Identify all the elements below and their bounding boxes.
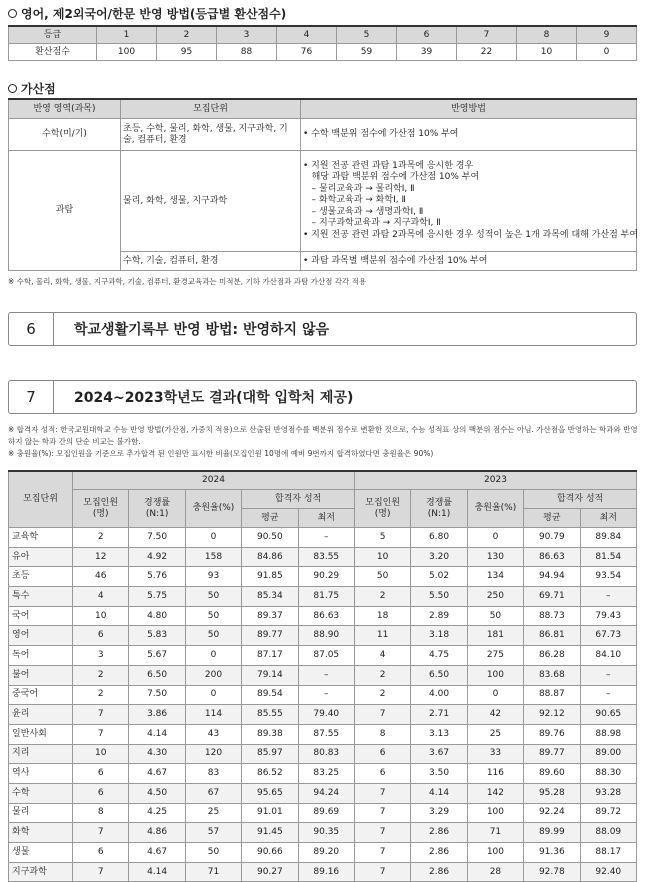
value-cell: 90.27: [242, 862, 298, 882]
table-row: [9, 764, 637, 784]
value-cell: 8: [73, 803, 129, 823]
value-cell: 89.99: [524, 823, 580, 843]
value-cell: 86.28: [524, 646, 580, 666]
value-cell: 88.09: [580, 823, 636, 843]
bonus-area-math: 수학(미/기): [9, 119, 121, 151]
value-cell: 86.63: [298, 606, 354, 626]
value-cell: 89.69: [298, 803, 354, 823]
value-cell: 83.68: [524, 665, 580, 685]
table-row: [9, 587, 637, 607]
value-cell: 12: [73, 547, 129, 567]
col-fill-2024: 충원율(%): [185, 490, 241, 528]
table-row: [9, 646, 637, 666]
value-cell: 3.86: [129, 705, 185, 725]
col-fill-2023: 충원율(%): [467, 490, 523, 528]
unit-name-cell: 수학: [9, 783, 73, 803]
unit-name-cell: 생물: [9, 843, 73, 863]
value-cell: 6: [73, 783, 129, 803]
value-cell: 89.38: [242, 724, 298, 744]
value-cell: 6: [73, 843, 129, 863]
value-cell: –: [580, 685, 636, 705]
year-2023-header: 2023: [354, 471, 636, 490]
value-cell: 250: [467, 587, 523, 607]
value-cell: 2: [354, 587, 410, 607]
results-body: [9, 528, 637, 882]
value-cell: 81.75: [298, 587, 354, 607]
value-cell: 71: [185, 862, 241, 882]
value-cell: 89.54: [242, 685, 298, 705]
value-cell: 5: [354, 528, 410, 548]
value-cell: 50: [185, 606, 241, 626]
bonus-header-units: 모집단위: [121, 99, 301, 119]
score-cell: 39: [397, 44, 457, 61]
score-cell: 100: [97, 44, 157, 61]
method-line: • 지원 전공 관련 과탐 2과목에 응시한 경우 성적이 높은 1개 과목에 대해 가산점 부여: [303, 229, 639, 240]
value-cell: 50: [185, 626, 241, 646]
score-cell: 22: [457, 44, 517, 61]
unit-name-cell: 특수: [9, 587, 73, 607]
value-cell: 46: [73, 567, 129, 587]
value-cell: 91.85: [242, 567, 298, 587]
unit-name-cell: 윤리: [9, 705, 73, 725]
value-cell: 79.43: [580, 606, 636, 626]
value-cell: 116: [467, 764, 523, 784]
bonus-area-science: 과탐: [9, 151, 121, 271]
value-cell: 91.45: [242, 823, 298, 843]
value-cell: 7: [73, 705, 129, 725]
value-cell: 5.76: [129, 567, 185, 587]
value-cell: 89.00: [580, 744, 636, 764]
table-row: [9, 843, 637, 863]
col-min-2023: 최저: [580, 509, 636, 528]
col-quota-2023: 모집인원 (명): [354, 490, 410, 528]
col-quota-2024: 모집인원 (명): [73, 490, 129, 528]
value-cell: 7: [73, 862, 129, 882]
value-cell: 6.50: [129, 665, 185, 685]
note-scores: ※ 합격자 성적: 한국교원대학교 수능 반영 방법(가산점, 가중치 적용)으로 산출된 반영점수를 백분위 점수로 변환한 것으로, 수능 성적표 상의 백분위 점수는 아님. 가산점을 반영하는 학과와 반영하지 않는 학과 간의 단순 비교는 불가함.: [8, 425, 638, 446]
value-cell: 88.98: [580, 724, 636, 744]
value-cell: 91.36: [524, 843, 580, 863]
bonus-units-math: 초등, 수학, 물리, 화학, 생물, 지구과학, 기술, 컴퓨터, 환경: [121, 119, 301, 151]
value-cell: 3.20: [411, 547, 467, 567]
unit-name-cell: 영어: [9, 626, 73, 646]
col-unit: 모집단위: [9, 471, 73, 528]
value-cell: 134: [467, 567, 523, 587]
value-cell: 89.20: [298, 843, 354, 863]
grade-cell: 9: [577, 26, 637, 44]
value-cell: 7.50: [129, 528, 185, 548]
section-7-title: 2024~2023학년도 결과(대학 입학처 제공): [74, 390, 354, 406]
table-row: [9, 528, 637, 548]
value-cell: –: [580, 587, 636, 607]
value-cell: 181: [467, 626, 523, 646]
table-row: [9, 803, 637, 823]
circle-bullet-icon: [8, 9, 17, 18]
value-cell: 0: [467, 685, 523, 705]
value-cell: 7: [354, 705, 410, 725]
value-cell: 200: [185, 665, 241, 685]
value-cell: 2.86: [411, 862, 467, 882]
table-row: [9, 547, 637, 567]
table-row: [9, 685, 637, 705]
value-cell: 87.55: [298, 724, 354, 744]
bonus-method-science: [301, 151, 637, 252]
value-cell: 3.13: [411, 724, 467, 744]
score-cell: 88: [217, 44, 277, 61]
value-cell: 89.84: [580, 528, 636, 548]
value-cell: 7.50: [129, 685, 185, 705]
value-cell: 0: [185, 646, 241, 666]
value-cell: 130: [467, 547, 523, 567]
method-line: – 화학교육과 → 화학Ⅰ, Ⅱ: [303, 195, 406, 206]
value-cell: 88.73: [524, 606, 580, 626]
method-line: – 물리교육과 → 물리학Ⅰ, Ⅱ: [303, 183, 415, 194]
value-cell: 85.55: [242, 705, 298, 725]
value-cell: 8: [354, 724, 410, 744]
value-cell: 100: [467, 843, 523, 863]
value-cell: 3.67: [411, 744, 467, 764]
value-cell: 11: [354, 626, 410, 646]
value-cell: –: [298, 665, 354, 685]
method-line: • 지원 전공 관련 과탐 1과목에 응시한 경우: [303, 160, 474, 171]
bonus-method-other: • 과탐 과목별 백분위 점수에 가산점 10% 부여: [301, 252, 637, 271]
value-cell: 7: [354, 803, 410, 823]
bonus-table: [8, 98, 637, 271]
unit-name-cell: 지구과학: [9, 862, 73, 882]
grade-cell: 4: [277, 26, 337, 44]
unit-name-cell: 중국어: [9, 685, 73, 705]
value-cell: 90.66: [242, 843, 298, 863]
value-cell: 3.18: [411, 626, 467, 646]
method-line: 해당 과탐 백분위 점수에 가산점 10% 부여: [303, 172, 480, 183]
col-avg-2023: 평균: [524, 509, 580, 528]
bonus-method-math: • 수학 백분위 점수에 가산점 10% 부여: [301, 119, 637, 151]
value-cell: 5.75: [129, 587, 185, 607]
score-row-label: 환산점수: [9, 44, 97, 61]
value-cell: 4.50: [129, 783, 185, 803]
value-cell: 88.30: [580, 764, 636, 784]
value-cell: 4: [354, 646, 410, 666]
grade-cell: 8: [517, 26, 577, 44]
value-cell: 93.28: [580, 783, 636, 803]
value-cell: 91.01: [242, 803, 298, 823]
value-cell: 95.65: [242, 783, 298, 803]
value-cell: 86.81: [524, 626, 580, 646]
table-row: [9, 567, 637, 587]
value-cell: 43: [185, 724, 241, 744]
value-cell: 28: [467, 862, 523, 882]
unit-name-cell: 역사: [9, 764, 73, 784]
value-cell: 2: [73, 685, 129, 705]
value-cell: 7: [73, 724, 129, 744]
value-cell: 0: [467, 528, 523, 548]
table-row: [9, 665, 637, 685]
score-cell: 10: [517, 44, 577, 61]
value-cell: 4: [73, 587, 129, 607]
grade-cell: 6: [397, 26, 457, 44]
value-cell: 3.29: [411, 803, 467, 823]
bonus-section-title: 가산점: [8, 80, 56, 97]
value-cell: 67: [185, 783, 241, 803]
value-cell: 0: [185, 528, 241, 548]
value-cell: 100: [467, 665, 523, 685]
value-cell: 158: [185, 547, 241, 567]
value-cell: 114: [185, 705, 241, 725]
value-cell: 10: [354, 547, 410, 567]
value-cell: 2: [354, 665, 410, 685]
grade-table: [8, 25, 637, 61]
value-cell: 100: [467, 803, 523, 823]
value-cell: 0: [185, 685, 241, 705]
section-6-number: 6: [9, 313, 54, 345]
value-cell: 33: [467, 744, 523, 764]
value-cell: 81.54: [580, 547, 636, 567]
table-row: [9, 744, 637, 764]
unit-name-cell: 유아: [9, 547, 73, 567]
value-cell: 3: [73, 646, 129, 666]
value-cell: 80.83: [298, 744, 354, 764]
value-cell: 50: [354, 567, 410, 587]
score-row: [9, 44, 637, 61]
year-2024-header: 2024: [73, 471, 355, 490]
value-cell: 6: [73, 626, 129, 646]
value-cell: 4.25: [129, 803, 185, 823]
value-cell: 6.50: [411, 665, 467, 685]
value-cell: 89.77: [242, 626, 298, 646]
value-cell: 79.14: [242, 665, 298, 685]
value-cell: 4.75: [411, 646, 467, 666]
value-cell: 92.24: [524, 803, 580, 823]
table-row: [9, 705, 637, 725]
value-cell: 3.50: [411, 764, 467, 784]
value-cell: 86.52: [242, 764, 298, 784]
value-cell: 2: [354, 685, 410, 705]
value-cell: 5.67: [129, 646, 185, 666]
section-7-notes: [8, 424, 638, 460]
value-cell: 5.02: [411, 567, 467, 587]
value-cell: 90.29: [298, 567, 354, 587]
col-score-2023: 합격자 성적: [524, 490, 637, 509]
value-cell: 2.86: [411, 823, 467, 843]
value-cell: 89.72: [580, 803, 636, 823]
value-cell: 7: [73, 823, 129, 843]
value-cell: 5.83: [129, 626, 185, 646]
value-cell: 4.14: [411, 783, 467, 803]
value-cell: 92.78: [524, 862, 580, 882]
value-cell: 57: [185, 823, 241, 843]
col-rate-2024: 경쟁률 (N:1): [129, 490, 185, 528]
score-cell: 76: [277, 44, 337, 61]
value-cell: 4.00: [411, 685, 467, 705]
section-7-number: 7: [9, 381, 54, 413]
score-cell: 95: [157, 44, 217, 61]
score-cell: 59: [337, 44, 397, 61]
value-cell: 67.73: [580, 626, 636, 646]
value-cell: 85.97: [242, 744, 298, 764]
table-row: [9, 823, 637, 843]
value-cell: 79.40: [298, 705, 354, 725]
unit-name-cell: 독어: [9, 646, 73, 666]
method-line: – 지구과학교육과 → 지구과학Ⅰ, Ⅱ: [303, 218, 441, 229]
bonus-units-science: 물리, 화학, 생물, 지구과학: [121, 151, 301, 252]
value-cell: 50: [467, 606, 523, 626]
section-7-banner: [8, 380, 637, 414]
grade-cell: 5: [337, 26, 397, 44]
note-fill-rate: ※ 충원율(%): 모집인원을 기준으로 추가합격 된 인원만 표시한 비율(모집인원 10명에 예비 9번까지 합격하였다면 충원율은 90%): [8, 449, 434, 458]
value-cell: 89.77: [524, 744, 580, 764]
value-cell: 7: [354, 862, 410, 882]
unit-name-cell: 교육학: [9, 528, 73, 548]
grade-header-row: [9, 26, 637, 44]
value-cell: 42: [467, 705, 523, 725]
grade-cell: 3: [217, 26, 277, 44]
value-cell: 2.86: [411, 843, 467, 863]
value-cell: 2: [73, 665, 129, 685]
results-table: [8, 470, 637, 882]
col-rate-2023: 경쟁률 (N:1): [411, 490, 467, 528]
grade-cell: 1: [97, 26, 157, 44]
value-cell: 87.05: [298, 646, 354, 666]
value-cell: 85.34: [242, 587, 298, 607]
unit-name-cell: 물리: [9, 803, 73, 823]
col-score-2024: 합격자 성적: [242, 490, 355, 509]
value-cell: 83: [185, 764, 241, 784]
unit-name-cell: 국어: [9, 606, 73, 626]
col-min-2024: 최저: [298, 509, 354, 528]
value-cell: 87.17: [242, 646, 298, 666]
value-cell: 90.65: [580, 705, 636, 725]
grade-row-label: 등급: [9, 26, 97, 44]
unit-name-cell: 불어: [9, 665, 73, 685]
value-cell: 25: [467, 724, 523, 744]
value-cell: 89.60: [524, 764, 580, 784]
value-cell: 6: [354, 744, 410, 764]
value-cell: 4.14: [129, 862, 185, 882]
bonus-units-other: 수학, 기술, 컴퓨터, 환경: [121, 252, 301, 271]
value-cell: 7: [354, 783, 410, 803]
value-cell: –: [580, 665, 636, 685]
value-cell: 6.80: [411, 528, 467, 548]
col-avg-2024: 평균: [242, 509, 298, 528]
unit-name-cell: 화학: [9, 823, 73, 843]
value-cell: 69.71: [524, 587, 580, 607]
value-cell: 6: [73, 764, 129, 784]
bonus-header-method: 반영방법: [301, 99, 637, 119]
value-cell: 71: [467, 823, 523, 843]
value-cell: 83.25: [298, 764, 354, 784]
value-cell: 50: [185, 843, 241, 863]
value-cell: 2.89: [411, 606, 467, 626]
bonus-header-area: 반영 영역(과목): [9, 99, 121, 119]
value-cell: 89.16: [298, 862, 354, 882]
value-cell: 4.86: [129, 823, 185, 843]
value-cell: 89.37: [242, 606, 298, 626]
value-cell: 89.76: [524, 724, 580, 744]
value-cell: 94.24: [298, 783, 354, 803]
value-cell: 6: [354, 764, 410, 784]
table-row: [9, 724, 637, 744]
value-cell: 83.55: [298, 547, 354, 567]
value-cell: 88.17: [580, 843, 636, 863]
grade-cell: 7: [457, 26, 517, 44]
value-cell: –: [298, 528, 354, 548]
value-cell: 25: [185, 803, 241, 823]
section-6-banner: [8, 312, 637, 346]
value-cell: –: [298, 685, 354, 705]
value-cell: 93: [185, 567, 241, 587]
value-cell: 50: [185, 587, 241, 607]
unit-name-cell: 지리: [9, 744, 73, 764]
value-cell: 2: [73, 528, 129, 548]
table-row: [9, 606, 637, 626]
value-cell: 4.67: [129, 764, 185, 784]
grade-section-title: 영어, 제2외국어/한문 반영 방법(등급별 환산점수): [8, 5, 286, 22]
value-cell: 18: [354, 606, 410, 626]
value-cell: 10: [73, 606, 129, 626]
value-cell: 90.35: [298, 823, 354, 843]
value-cell: 4.14: [129, 724, 185, 744]
bonus-note: ※ 수학, 물리, 화학, 생물, 지구과학, 기술, 컴퓨터, 환경교육과는 미적분, 기하 가산점과 과탐 가산점 각각 적용: [8, 277, 367, 286]
value-cell: 88.87: [524, 685, 580, 705]
value-cell: 142: [467, 783, 523, 803]
method-line: – 생물교육과 → 생명과학Ⅰ, Ⅱ: [303, 206, 424, 217]
circle-bullet-icon: [8, 84, 17, 93]
grade-cell: 2: [157, 26, 217, 44]
value-cell: 2.71: [411, 705, 467, 725]
value-cell: 86.63: [524, 547, 580, 567]
value-cell: 10: [73, 744, 129, 764]
value-cell: 95.28: [524, 783, 580, 803]
value-cell: 7: [354, 843, 410, 863]
unit-name-cell: 일반사회: [9, 724, 73, 744]
value-cell: 94.94: [524, 567, 580, 587]
value-cell: 4.67: [129, 843, 185, 863]
value-cell: 84.86: [242, 547, 298, 567]
value-cell: 4.80: [129, 606, 185, 626]
value-cell: 93.54: [580, 567, 636, 587]
value-cell: 4.30: [129, 744, 185, 764]
score-cell: 0: [577, 44, 637, 61]
value-cell: 84.10: [580, 646, 636, 666]
value-cell: 92.40: [580, 862, 636, 882]
value-cell: 120: [185, 744, 241, 764]
value-cell: 92.12: [524, 705, 580, 725]
table-row: [9, 783, 637, 803]
value-cell: 4.92: [129, 547, 185, 567]
value-cell: 90.50: [242, 528, 298, 548]
table-row: [9, 626, 637, 646]
value-cell: 88.90: [298, 626, 354, 646]
value-cell: 7: [354, 823, 410, 843]
value-cell: 275: [467, 646, 523, 666]
value-cell: 90.79: [524, 528, 580, 548]
unit-name-cell: 초등: [9, 567, 73, 587]
value-cell: 5.50: [411, 587, 467, 607]
section-6-title: 학교생활기록부 반영 방법: 반영하지 않음: [74, 322, 330, 338]
